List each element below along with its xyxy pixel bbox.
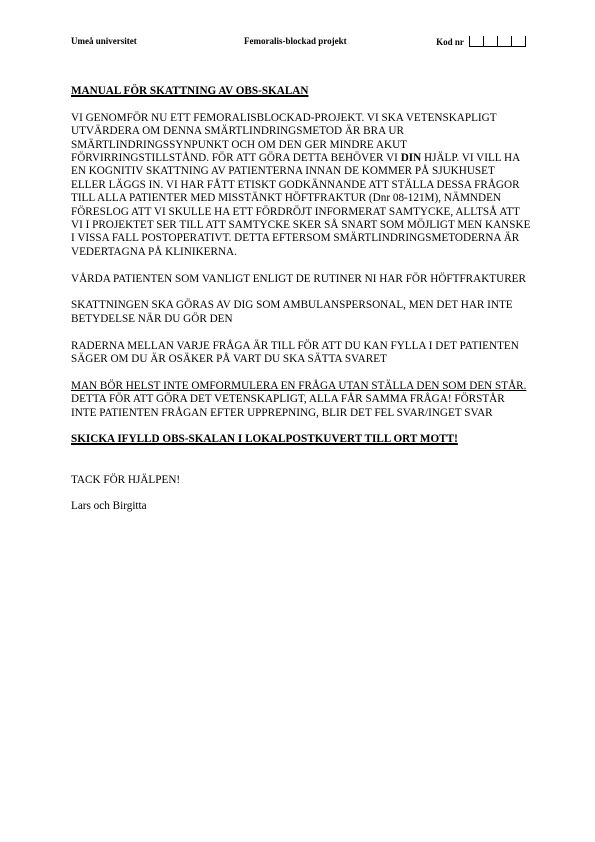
code-boxes [469, 36, 526, 47]
code-box[interactable] [469, 36, 483, 47]
university-name: Umeå universitet [71, 36, 137, 46]
spacer [71, 460, 531, 473]
care-paragraph: VÅRDA PATIENTEN SOM VANLIGT ENLIGT DE RUTINER NI HAR FÖR HÖFTFRAKTURER [71, 272, 526, 285]
code-box[interactable] [497, 36, 511, 47]
code-label: Kod nr [436, 37, 464, 47]
intro-paragraph [71, 112, 531, 259]
manual-title: MANUAL FÖR SKATTNING AV OBS-SKALAN [71, 85, 309, 97]
question-paragraph [71, 380, 531, 420]
page-header [71, 36, 526, 50]
manual-body [71, 85, 531, 527]
intro-emphasis: DIN [400, 152, 422, 165]
send-instruction: SKICKA IFYLLD OBS-SKALAN I LOKALPOSTKUVERT TILL ORT MOTT! [71, 433, 458, 446]
thanks-text: TACK FÖR HJÄLPEN! [71, 473, 181, 486]
signature: Lars och Birgitta [71, 500, 147, 513]
question-rule-detail: DETTA FÖR ATT GÖRA DET VETENSKAPLIGT, ALLA FÅR SAMMA FRÅGA! FÖRSTÅR INTE PATIENTEN FRÅGAN EFTER UPPREPNING, BLIR DET FEL SVAR/INGET SVAR [71, 393, 505, 419]
code-box[interactable] [483, 36, 497, 47]
code-box[interactable] [511, 36, 526, 47]
project-name: Femoralis-blockad projekt [244, 36, 347, 46]
intro-text-part2: HJÄLP. VI VILL HA EN KOGNITIV SKATTNING AV PATIENTERNA INNAN DE KOMMER PÅ SJUKHUSET ELLER LÄGGS IN. VI HAR FÅTT ETISKT GODKÄNNANDE ATT STÄLLA DESSA FRÅGOR TILL ALLA PATIENTER MED MISSTÄNKT HÖFTFRAKTUR (Dnr 08-121M), NÄMNDEN FÖRESLOG ATT VI SKULLE HA ETT FÖRDRÖJT INFORMERAT SAMTYCKE, ALLTSÅ ATT VI I PROJEKTET SER TILL ATT SAMTYCKE SKER SÅ SNART SOM MÖJLIGT MEN KANSKE I VISSA FALL POSTOPERATIVT. DETTA EFTERSOM SMÄRTLINDRINGSMETODERNA ÄR VEDERTAGNA PÅ KLINIKERNA. [71, 152, 531, 258]
rating-paragraph: SKATTNINGEN SKA GÖRAS AV DIG SOM AMBULANSPERSONAL, MEN DET HAR INTE BETYDELSE NÄR DU GÖR DEN [71, 299, 513, 325]
rows-paragraph: RADERNA MELLAN VARJE FRÅGA ÄR TILL FÖR ATT DU KAN FYLLA I DET PATIENTEN SÄGER OM DU ÄR OSÄKER PÅ VART DU SKA SÄTTA SVARET [71, 339, 519, 366]
intro-text-part1: VI GENOMFÖR NU ETT FEMORALISBLOCKAD-PROJEKT. VI SKA VETENSKAPLIGT UTVÄRDERA OM DENNA SMÄRTLINDRINGSMETOD ÄR BRA UR SMÄRTLINDRINGSSYNPUNKT OCH OM DEN GER MINDRE AKUT FÖRVIRRINGSTILLSTÅND. FÖR ATT GÖRA DETTA BEHÖVER VI [71, 111, 497, 165]
code-number [436, 36, 526, 47]
question-rule: MAN BÖR HELST INTE OMFORMULERA EN FRÅGA UTAN STÄLLA DEN SOM DEN STÅR. [71, 379, 527, 392]
